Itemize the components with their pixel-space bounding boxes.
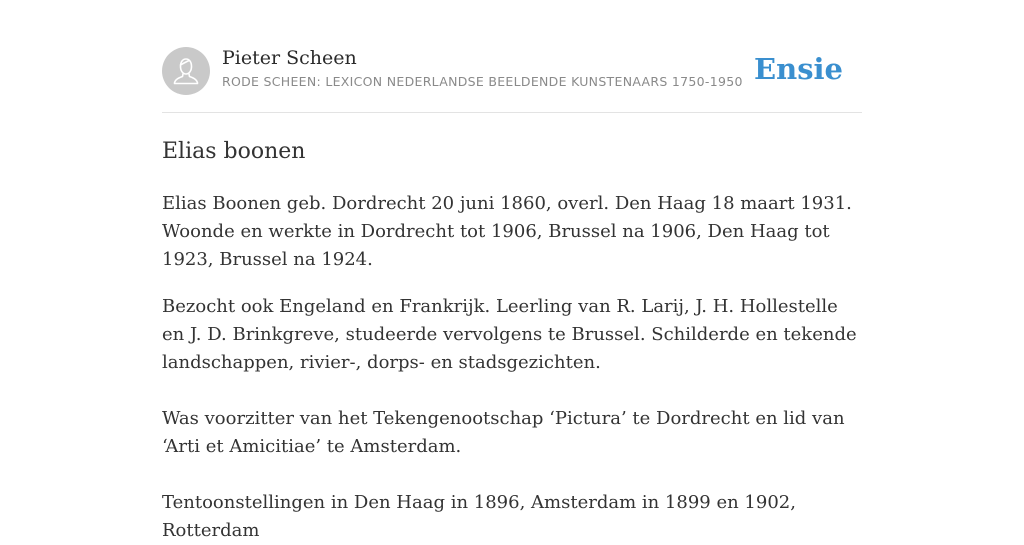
source-label: RODE SCHEEN: LEXICON NEDERLANDSE BEELDENDE KUNSTENAARS 1750-1950 [222,74,743,89]
ensie-logo[interactable]: Ensie [754,52,843,86]
article [162,137,862,545]
author-header [162,47,862,113]
user-icon [162,47,210,95]
article-title: Elias boonen [162,139,306,164]
article-paragraph: Elias Boonen geb. Dordrecht 20 juni 1860, overl. Den Haag 18 maart 1931. Woonde en werkte in Dordrecht tot 1906, Brussel na 1906, Den Haag tot 1923, Brussel na 1924. [162,193,852,270]
author-name[interactable]: Pieter Scheen [222,47,357,69]
avatar[interactable] [162,47,210,95]
article-paragraph: Bezocht ook Engeland en Frankrijk. Leerling van R. Larij, J. H. Hollestelle en J. D. Brinkgreve, studeerde vervolgens te Brussel. Schilderde en tekende landschappen, rivier-, dorps- en stadsgezichten. Was voorzitter van het Tekengenootschap ‘Pictura’ te Dordrecht en lid van ‘Arti et Amicitiae’ te Amsterdam. Tentoonstellingen in Den Haag in 1896, Amsterdam in 1899 en 1902, Rotterdam [162,296,857,541]
